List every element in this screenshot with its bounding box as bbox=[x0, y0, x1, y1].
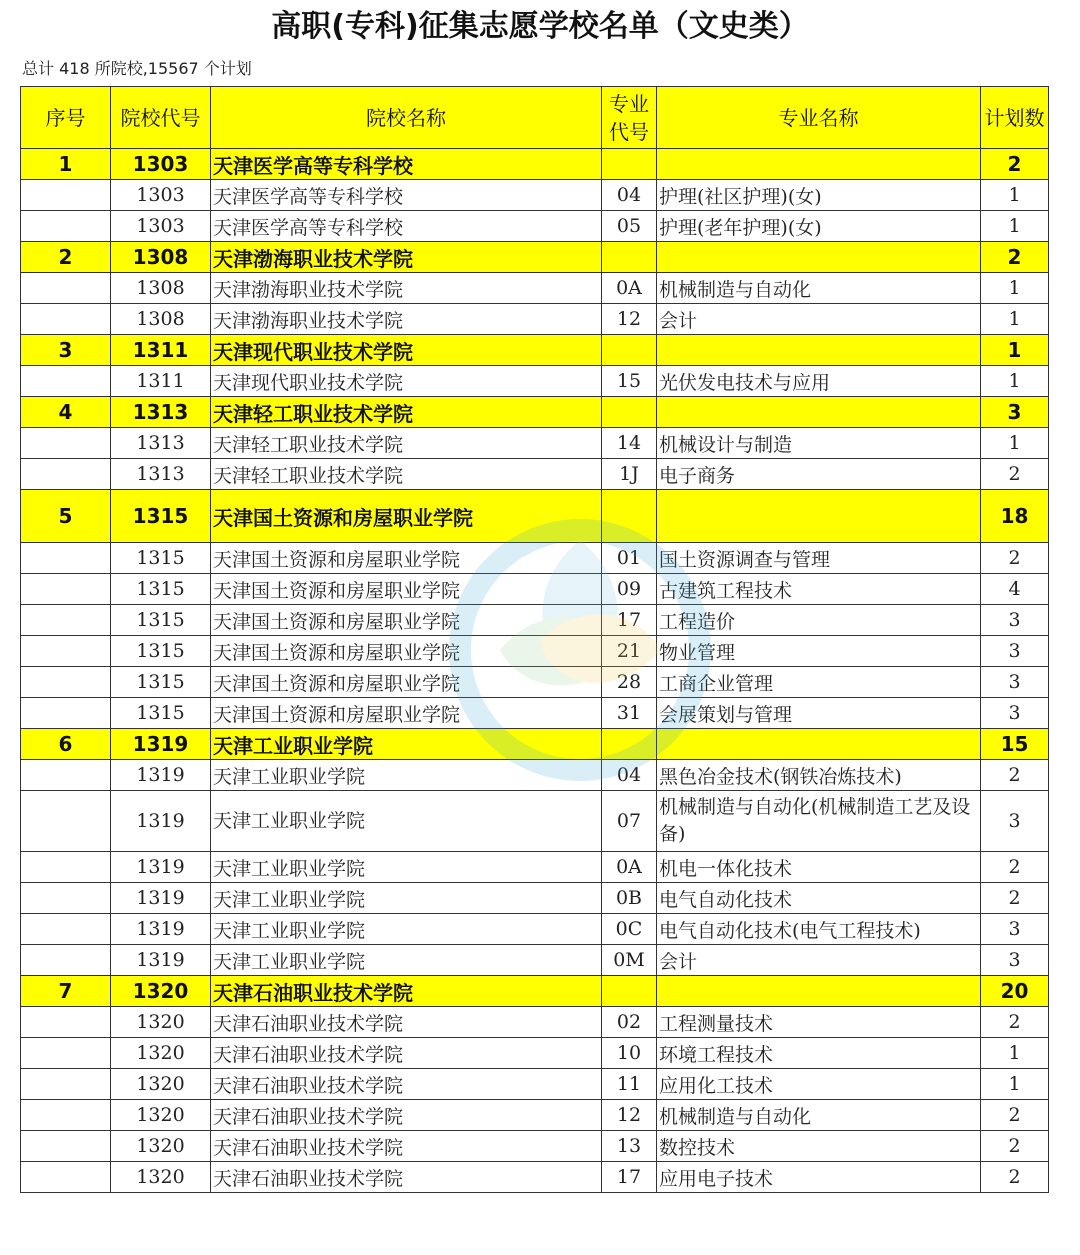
seq-cell bbox=[21, 883, 111, 914]
major-code-cell: 15 bbox=[602, 366, 657, 397]
school-name-cell: 天津工业职业学院 bbox=[211, 760, 602, 791]
school-code-cell: 1320 bbox=[111, 1100, 211, 1131]
seq-cell bbox=[21, 605, 111, 636]
major-row bbox=[21, 543, 1049, 574]
major-name-cell: 工程造价 bbox=[657, 605, 981, 636]
major-name-cell: 黑色冶金技术(钢铁冶炼技术) bbox=[657, 760, 981, 791]
school-row bbox=[21, 976, 1049, 1007]
school-name-cell: 天津石油职业技术学院 bbox=[211, 1069, 602, 1100]
major-name-cell: 机电一体化技术 bbox=[657, 852, 981, 883]
school-code-cell: 1315 bbox=[111, 574, 211, 605]
major-name-cell: 应用电子技术 bbox=[657, 1162, 981, 1193]
seq-cell bbox=[21, 636, 111, 667]
major-name-cell: 国土资源调查与管理 bbox=[657, 543, 981, 574]
school-name-cell: 天津工业职业学院 bbox=[211, 914, 602, 945]
school-name-cell: 天津国土资源和房屋职业学院 bbox=[211, 543, 602, 574]
school-code-cell: 1319 bbox=[111, 852, 211, 883]
school-name-cell: 天津石油职业技术学院 bbox=[211, 1100, 602, 1131]
major-code-cell: 0M bbox=[602, 945, 657, 976]
major-code-cell bbox=[602, 490, 657, 543]
school-name-cell: 天津石油职业技术学院 bbox=[211, 976, 602, 1007]
major-code-cell bbox=[602, 242, 657, 273]
plan-cell: 2 bbox=[981, 543, 1049, 574]
major-code-cell: 0A bbox=[602, 273, 657, 304]
school-code-cell: 1311 bbox=[111, 366, 211, 397]
major-row bbox=[21, 760, 1049, 791]
school-name-cell: 天津国土资源和房屋职业学院 bbox=[211, 636, 602, 667]
school-row bbox=[21, 335, 1049, 366]
major-name-cell: 电子商务 bbox=[657, 459, 981, 490]
major-row bbox=[21, 366, 1049, 397]
major-code-cell bbox=[602, 149, 657, 180]
major-row bbox=[21, 459, 1049, 490]
major-row bbox=[21, 273, 1049, 304]
plan-cell: 2 bbox=[981, 242, 1049, 273]
school-code-cell: 1319 bbox=[111, 791, 211, 852]
seq-cell bbox=[21, 543, 111, 574]
major-name-cell bbox=[657, 335, 981, 366]
plan-cell: 1 bbox=[981, 1038, 1049, 1069]
plan-cell: 2 bbox=[981, 760, 1049, 791]
major-name-cell: 古建筑工程技术 bbox=[657, 574, 981, 605]
school-name-cell: 天津石油职业技术学院 bbox=[211, 1038, 602, 1069]
school-name-cell: 天津国土资源和房屋职业学院 bbox=[211, 574, 602, 605]
plan-cell: 4 bbox=[981, 574, 1049, 605]
plan-cell: 2 bbox=[981, 852, 1049, 883]
school-code-cell: 1319 bbox=[111, 729, 211, 760]
plan-cell: 3 bbox=[981, 667, 1049, 698]
header-school-code: 院校代号 bbox=[111, 87, 211, 149]
table-body bbox=[21, 149, 1049, 1193]
school-name-cell: 天津现代职业技术学院 bbox=[211, 335, 602, 366]
major-name-cell: 电气自动化技术(电气工程技术) bbox=[657, 914, 981, 945]
seq-cell bbox=[21, 760, 111, 791]
plan-cell: 1 bbox=[981, 273, 1049, 304]
plan-cell: 1 bbox=[981, 335, 1049, 366]
school-code-cell: 1319 bbox=[111, 883, 211, 914]
header-row bbox=[21, 87, 1049, 149]
school-code-cell: 1313 bbox=[111, 428, 211, 459]
plan-cell: 18 bbox=[981, 490, 1049, 543]
school-code-cell: 1315 bbox=[111, 667, 211, 698]
major-name-cell: 护理(社区护理)(女) bbox=[657, 180, 981, 211]
major-code-cell: 0C bbox=[602, 914, 657, 945]
school-row bbox=[21, 729, 1049, 760]
major-name-cell: 环境工程技术 bbox=[657, 1038, 981, 1069]
plan-cell: 2 bbox=[981, 1131, 1049, 1162]
major-name-cell: 工程测量技术 bbox=[657, 1007, 981, 1038]
major-code-cell: 04 bbox=[602, 180, 657, 211]
school-code-cell: 1320 bbox=[111, 1131, 211, 1162]
seq-cell bbox=[21, 428, 111, 459]
seq-cell: 2 bbox=[21, 242, 111, 273]
plan-cell: 2 bbox=[981, 149, 1049, 180]
major-name-cell: 光伏发电技术与应用 bbox=[657, 366, 981, 397]
school-name-cell: 天津医学高等专科学校 bbox=[211, 180, 602, 211]
seq-cell bbox=[21, 1100, 111, 1131]
major-code-cell: 01 bbox=[602, 543, 657, 574]
seq-cell bbox=[21, 459, 111, 490]
major-code-cell: 0B bbox=[602, 883, 657, 914]
school-name-cell: 天津工业职业学院 bbox=[211, 945, 602, 976]
major-name-cell: 应用化工技术 bbox=[657, 1069, 981, 1100]
school-code-cell: 1320 bbox=[111, 1162, 211, 1193]
school-code-cell: 1311 bbox=[111, 335, 211, 366]
school-name-cell: 天津现代职业技术学院 bbox=[211, 366, 602, 397]
major-code-cell: 1J bbox=[602, 459, 657, 490]
major-code-cell: 28 bbox=[602, 667, 657, 698]
seq-cell bbox=[21, 1162, 111, 1193]
major-name-cell: 电气自动化技术 bbox=[657, 883, 981, 914]
school-name-cell: 天津轻工职业技术学院 bbox=[211, 397, 602, 428]
seq-cell bbox=[21, 852, 111, 883]
major-row bbox=[21, 945, 1049, 976]
header-major-code: 专业代号 bbox=[602, 87, 657, 149]
major-code-cell: 31 bbox=[602, 698, 657, 729]
school-code-cell: 1303 bbox=[111, 149, 211, 180]
school-name-cell: 天津轻工职业技术学院 bbox=[211, 428, 602, 459]
major-row bbox=[21, 1007, 1049, 1038]
seq-cell bbox=[21, 667, 111, 698]
school-code-cell: 1320 bbox=[111, 1069, 211, 1100]
seq-cell: 6 bbox=[21, 729, 111, 760]
major-row bbox=[21, 1038, 1049, 1069]
major-code-cell bbox=[602, 976, 657, 1007]
seq-cell bbox=[21, 1069, 111, 1100]
school-list-table bbox=[20, 86, 1049, 1193]
plan-cell: 3 bbox=[981, 698, 1049, 729]
school-name-cell: 天津国土资源和房屋职业学院 bbox=[211, 667, 602, 698]
plan-cell: 1 bbox=[981, 366, 1049, 397]
header-school-name: 院校名称 bbox=[211, 87, 602, 149]
seq-cell bbox=[21, 698, 111, 729]
school-row bbox=[21, 242, 1049, 273]
school-name-cell: 天津渤海职业技术学院 bbox=[211, 242, 602, 273]
school-row bbox=[21, 397, 1049, 428]
summary-text: 总计 418 所院校,15567 个计划 bbox=[22, 59, 252, 78]
major-row bbox=[21, 428, 1049, 459]
seq-cell bbox=[21, 273, 111, 304]
major-code-cell: 05 bbox=[602, 211, 657, 242]
plan-cell: 1 bbox=[981, 211, 1049, 242]
plan-cell: 3 bbox=[981, 945, 1049, 976]
seq-cell bbox=[21, 914, 111, 945]
seq-cell bbox=[21, 180, 111, 211]
major-name-cell: 机械制造与自动化(机械制造工艺及设备) bbox=[657, 791, 981, 852]
header-major-name: 专业名称 bbox=[657, 87, 981, 149]
major-code-cell: 0A bbox=[602, 852, 657, 883]
major-row bbox=[21, 914, 1049, 945]
major-name-cell: 工商企业管理 bbox=[657, 667, 981, 698]
school-code-cell: 1319 bbox=[111, 760, 211, 791]
table-header bbox=[21, 87, 1049, 149]
major-name-cell: 机械制造与自动化 bbox=[657, 273, 981, 304]
school-name-cell: 天津工业职业学院 bbox=[211, 852, 602, 883]
plan-cell: 3 bbox=[981, 636, 1049, 667]
header-seq: 序号 bbox=[21, 87, 111, 149]
school-name-cell: 天津石油职业技术学院 bbox=[211, 1162, 602, 1193]
major-row bbox=[21, 1100, 1049, 1131]
plan-cell: 3 bbox=[981, 397, 1049, 428]
plan-cell: 20 bbox=[981, 976, 1049, 1007]
school-code-cell: 1313 bbox=[111, 397, 211, 428]
major-code-cell: 17 bbox=[602, 605, 657, 636]
seq-cell bbox=[21, 791, 111, 852]
school-name-cell: 天津医学高等专科学校 bbox=[211, 149, 602, 180]
major-code-cell: 10 bbox=[602, 1038, 657, 1069]
major-code-cell bbox=[602, 397, 657, 428]
major-code-cell: 12 bbox=[602, 1100, 657, 1131]
major-row bbox=[21, 1162, 1049, 1193]
school-name-cell: 天津渤海职业技术学院 bbox=[211, 304, 602, 335]
major-code-cell: 17 bbox=[602, 1162, 657, 1193]
major-code-cell: 13 bbox=[602, 1131, 657, 1162]
seq-cell: 3 bbox=[21, 335, 111, 366]
major-code-cell bbox=[602, 335, 657, 366]
school-name-cell: 天津石油职业技术学院 bbox=[211, 1131, 602, 1162]
plan-cell: 1 bbox=[981, 428, 1049, 459]
school-code-cell: 1319 bbox=[111, 914, 211, 945]
seq-cell bbox=[21, 574, 111, 605]
school-code-cell: 1319 bbox=[111, 945, 211, 976]
plan-cell: 1 bbox=[981, 1069, 1049, 1100]
seq-cell: 1 bbox=[21, 149, 111, 180]
major-code-cell: 21 bbox=[602, 636, 657, 667]
major-row bbox=[21, 211, 1049, 242]
school-name-cell: 天津工业职业学院 bbox=[211, 791, 602, 852]
major-code-cell: 07 bbox=[602, 791, 657, 852]
school-code-cell: 1320 bbox=[111, 1038, 211, 1069]
school-code-cell: 1320 bbox=[111, 976, 211, 1007]
major-name-cell: 数控技术 bbox=[657, 1131, 981, 1162]
school-code-cell: 1308 bbox=[111, 304, 211, 335]
seq-cell bbox=[21, 304, 111, 335]
plan-cell: 2 bbox=[981, 1007, 1049, 1038]
school-name-cell: 天津轻工职业技术学院 bbox=[211, 459, 602, 490]
school-name-cell: 天津国土资源和房屋职业学院 bbox=[211, 698, 602, 729]
major-code-cell: 02 bbox=[602, 1007, 657, 1038]
major-name-cell: 护理(老年护理)(女) bbox=[657, 211, 981, 242]
seq-cell bbox=[21, 1007, 111, 1038]
major-name-cell: 物业管理 bbox=[657, 636, 981, 667]
major-row bbox=[21, 667, 1049, 698]
school-name-cell: 天津石油职业技术学院 bbox=[211, 1007, 602, 1038]
seq-cell: 5 bbox=[21, 490, 111, 543]
school-code-cell: 1308 bbox=[111, 242, 211, 273]
major-code-cell bbox=[602, 729, 657, 760]
seq-cell bbox=[21, 1038, 111, 1069]
plan-cell: 3 bbox=[981, 914, 1049, 945]
school-code-cell: 1303 bbox=[111, 180, 211, 211]
major-code-cell: 12 bbox=[602, 304, 657, 335]
school-row bbox=[21, 149, 1049, 180]
seq-cell bbox=[21, 211, 111, 242]
school-row bbox=[21, 490, 1049, 543]
major-row bbox=[21, 1131, 1049, 1162]
school-code-cell: 1315 bbox=[111, 490, 211, 543]
major-name-cell: 会计 bbox=[657, 304, 981, 335]
school-name-cell: 天津工业职业学院 bbox=[211, 883, 602, 914]
major-row bbox=[21, 698, 1049, 729]
school-code-cell: 1315 bbox=[111, 698, 211, 729]
plan-cell: 2 bbox=[981, 883, 1049, 914]
major-name-cell: 会计 bbox=[657, 945, 981, 976]
school-code-cell: 1315 bbox=[111, 543, 211, 574]
major-row bbox=[21, 1069, 1049, 1100]
school-code-cell: 1320 bbox=[111, 1007, 211, 1038]
school-name-cell: 天津国土资源和房屋职业学院 bbox=[211, 605, 602, 636]
plan-cell: 2 bbox=[981, 459, 1049, 490]
major-name-cell bbox=[657, 242, 981, 273]
major-row bbox=[21, 605, 1049, 636]
school-name-cell: 天津医学高等专科学校 bbox=[211, 211, 602, 242]
plan-cell: 1 bbox=[981, 180, 1049, 211]
major-code-cell: 04 bbox=[602, 760, 657, 791]
major-row bbox=[21, 852, 1049, 883]
major-code-cell: 14 bbox=[602, 428, 657, 459]
major-name-cell bbox=[657, 397, 981, 428]
school-code-cell: 1315 bbox=[111, 636, 211, 667]
major-name-cell bbox=[657, 149, 981, 180]
plan-cell: 15 bbox=[981, 729, 1049, 760]
seq-cell: 7 bbox=[21, 976, 111, 1007]
major-name-cell: 机械设计与制造 bbox=[657, 428, 981, 459]
major-row bbox=[21, 304, 1049, 335]
school-code-cell: 1313 bbox=[111, 459, 211, 490]
school-code-cell: 1303 bbox=[111, 211, 211, 242]
seq-cell bbox=[21, 366, 111, 397]
plan-cell: 2 bbox=[981, 1162, 1049, 1193]
major-row bbox=[21, 883, 1049, 914]
major-name-cell: 机械制造与自动化 bbox=[657, 1100, 981, 1131]
major-row bbox=[21, 636, 1049, 667]
plan-cell: 2 bbox=[981, 1100, 1049, 1131]
major-name-cell bbox=[657, 729, 981, 760]
major-code-cell: 11 bbox=[602, 1069, 657, 1100]
school-code-cell: 1308 bbox=[111, 273, 211, 304]
seq-cell bbox=[21, 1131, 111, 1162]
school-code-cell: 1315 bbox=[111, 605, 211, 636]
major-row bbox=[21, 574, 1049, 605]
major-name-cell bbox=[657, 490, 981, 543]
school-name-cell: 天津渤海职业技术学院 bbox=[211, 273, 602, 304]
school-name-cell: 天津工业职业学院 bbox=[211, 729, 602, 760]
major-row bbox=[21, 791, 1049, 852]
plan-cell: 3 bbox=[981, 605, 1049, 636]
major-row bbox=[21, 180, 1049, 211]
seq-cell: 4 bbox=[21, 397, 111, 428]
page-title: 高职(专科)征集志愿学校名单（文史类） bbox=[271, 9, 809, 44]
plan-cell: 3 bbox=[981, 791, 1049, 852]
school-name-cell: 天津国土资源和房屋职业学院 bbox=[211, 490, 602, 543]
major-name-cell: 会展策划与管理 bbox=[657, 698, 981, 729]
major-code-cell: 09 bbox=[602, 574, 657, 605]
seq-cell bbox=[21, 945, 111, 976]
plan-cell: 1 bbox=[981, 304, 1049, 335]
major-name-cell bbox=[657, 976, 981, 1007]
header-plan: 计划数 bbox=[981, 87, 1049, 149]
